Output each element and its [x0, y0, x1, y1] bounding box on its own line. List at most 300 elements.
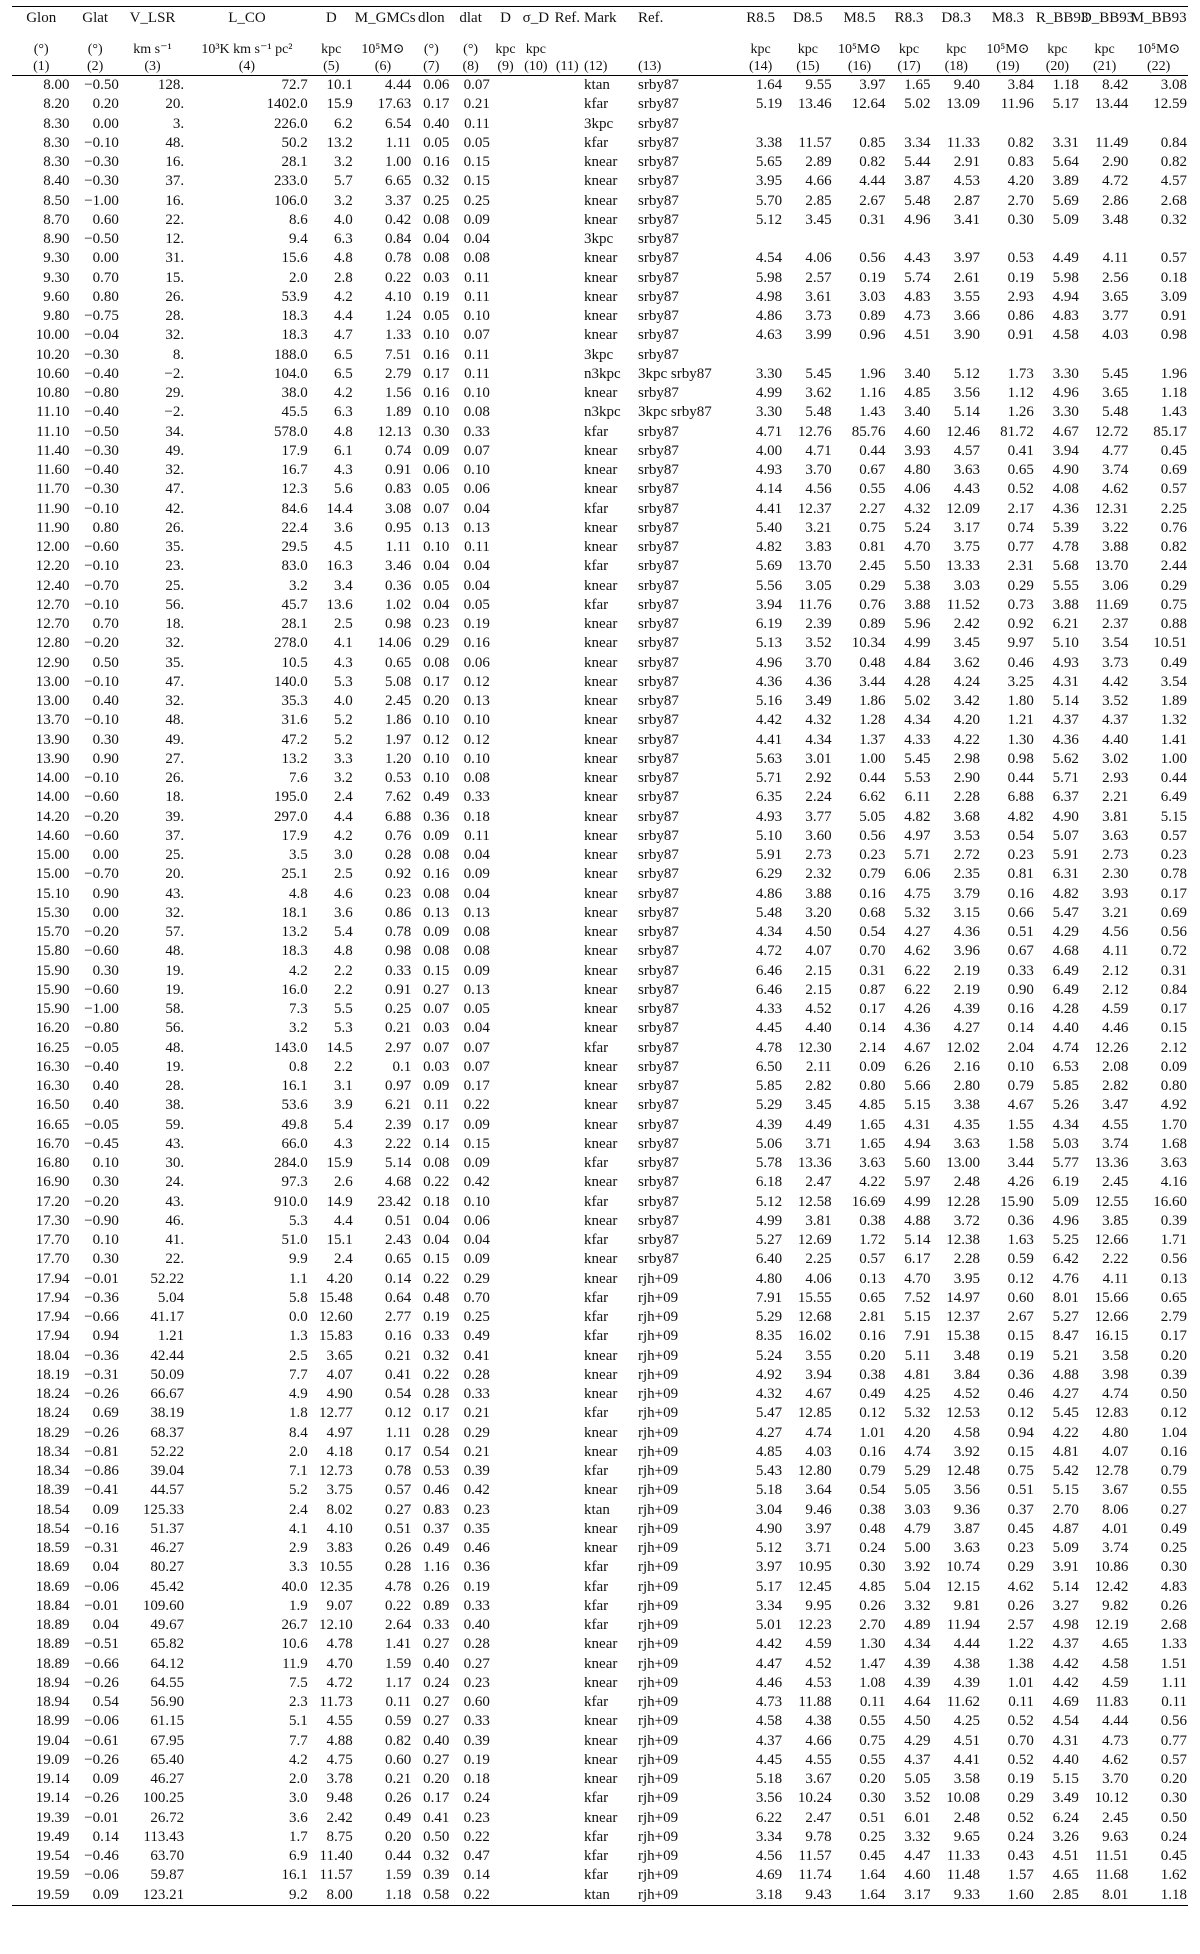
table-cell: 0.05	[423, 134, 450, 151]
table-cell: 0.04	[463, 1020, 490, 1037]
table-cell: 18.	[165, 616, 185, 632]
table-cell: 11.73	[319, 1694, 353, 1710]
table-cell: 4.99	[904, 635, 931, 652]
table-cell	[520, 962, 551, 981]
table-row	[12, 1231, 1188, 1250]
table-cell: 3.37	[384, 192, 412, 209]
table-cell: 3.03	[953, 577, 980, 594]
table-cell: 4.57	[953, 442, 980, 459]
table-cell: 2.0	[289, 1443, 308, 1460]
table-cell	[552, 1443, 583, 1462]
table-cell: srby87	[637, 673, 679, 690]
table-cell: −2.	[164, 365, 185, 382]
table-cell: 8.47	[1052, 1328, 1079, 1345]
table-row	[12, 384, 1188, 403]
table-cell: 0.44	[859, 770, 886, 786]
table-cell: 0.75	[1160, 596, 1187, 613]
table-cell: 11.49	[1095, 134, 1129, 151]
table-cell: 1.37	[859, 731, 886, 748]
table-cell: 3.62	[953, 654, 980, 671]
table-cell: 1.9	[289, 1597, 308, 1614]
table-cell: 0.17	[384, 1443, 412, 1460]
table-cell: 3.38	[953, 1097, 980, 1114]
table-cell: 8.	[172, 346, 185, 363]
table-cell: srby87	[637, 1193, 679, 1210]
table-cell: 6.22	[904, 981, 931, 998]
table-cell: 12.90	[35, 654, 70, 671]
table-cell: 64.55	[150, 1674, 185, 1691]
table-cell: 19.14	[35, 1771, 70, 1787]
table-cell	[491, 904, 520, 923]
table-cell: −0.10	[84, 712, 119, 729]
table-cell: 6.42	[1052, 1251, 1079, 1268]
table-cell	[491, 115, 520, 134]
table-cell: 0.75	[859, 519, 886, 536]
table-cell: 0.41	[423, 1809, 450, 1826]
table-cell: 4.74	[1102, 1386, 1129, 1402]
table-cell: 2.43	[384, 1232, 412, 1248]
table-cell: 0.26	[1160, 1597, 1187, 1614]
table-cell: srby87	[637, 539, 679, 555]
table-cell: 4.2	[289, 962, 308, 979]
table-cell: 48.	[165, 134, 185, 151]
table-cell: 5.14	[904, 1232, 931, 1248]
table-cell: 2.45	[1102, 1809, 1129, 1826]
table-row	[12, 461, 1188, 480]
table-cell: 6.31	[1052, 866, 1079, 883]
table-cell: 4.07	[1102, 1443, 1129, 1460]
table-cell: 4.56	[805, 481, 832, 498]
table-cell: 4.72	[1102, 173, 1129, 190]
table-cell	[491, 172, 520, 191]
table-cell	[552, 711, 583, 730]
table-cell: 0.20	[423, 1771, 450, 1787]
table-cell: 6.1	[333, 442, 353, 459]
table-cell: 12.15	[946, 1578, 980, 1595]
table-cell: 0.94	[1007, 1424, 1034, 1441]
table-cell: 0.38	[859, 1501, 886, 1518]
table-cell	[552, 1154, 583, 1173]
table-cell: 3.98	[1102, 1366, 1129, 1383]
table-cell: 13.70	[1094, 558, 1129, 575]
table-cell: 4.33	[904, 731, 931, 748]
table-cell: 4.96	[904, 211, 931, 228]
table-cell: 0.60	[1007, 1289, 1034, 1306]
table-cell: 3.30	[755, 365, 783, 382]
table-cell: 48.	[165, 712, 185, 729]
table-cell: srby87	[637, 192, 679, 209]
table-cell: 0.89	[859, 308, 886, 324]
table-cell	[552, 442, 583, 461]
table-cell: rjh+09	[637, 1482, 679, 1499]
table-cell: 5.14	[1052, 1578, 1079, 1595]
table-cell: 14.00	[35, 789, 70, 806]
table-cell: 3.17	[887, 1886, 932, 1906]
table-cell: knear	[584, 173, 618, 190]
table-cell: 5.24	[904, 519, 931, 536]
table-cell	[552, 1135, 583, 1154]
table-cell: 2.22	[1102, 1251, 1129, 1268]
table-cell: 0.23	[423, 616, 450, 632]
table-cell: 0.19	[463, 1578, 490, 1595]
table-cell: 0.14	[859, 1020, 886, 1037]
table-cell: 6.5	[333, 346, 353, 363]
table-cell: 13.70	[797, 558, 832, 575]
table-cell	[520, 115, 551, 134]
table-cell: 0.20	[92, 96, 119, 113]
table-cell: 0.17	[859, 1001, 886, 1017]
table-cell: 6.01	[904, 1809, 931, 1826]
table-cell: 0.08	[423, 250, 450, 267]
table-cell: 0.13	[463, 904, 490, 921]
table-cell: knear	[584, 750, 618, 767]
table-cell: knear	[584, 327, 618, 344]
header-names-13: Ref.	[637, 10, 664, 26]
table-row	[12, 249, 1188, 268]
header-units-1: (°)	[33, 42, 49, 57]
table-cell: 4.35	[953, 1116, 980, 1133]
table-cell: knear	[584, 635, 618, 652]
table-cell: 0.09	[423, 1078, 450, 1094]
table-cell: 17.94	[35, 1328, 70, 1345]
table-cell: 2.4	[333, 789, 353, 806]
table-cell: 3.45	[953, 635, 980, 652]
header-units-13	[637, 41, 738, 58]
table-cell: 0.07	[423, 500, 450, 517]
table-cell: 0.22	[423, 1366, 450, 1383]
table-cell: 65.82	[150, 1636, 185, 1653]
table-cell: 5.12	[953, 365, 980, 382]
table-cell: 18.54	[35, 1501, 70, 1518]
table-row	[12, 1828, 1188, 1847]
table-cell: −0.26	[84, 1424, 119, 1441]
table-cell: 0.00	[92, 115, 119, 132]
table-cell: 32.	[165, 904, 185, 921]
table-cell: 0.03	[423, 269, 450, 286]
table-row	[12, 115, 1188, 134]
table-cell	[520, 885, 551, 904]
table-cell	[552, 1347, 583, 1366]
table-cell: 3.04	[755, 1501, 783, 1518]
table-cell: 0.51	[1007, 1482, 1034, 1499]
header-numbers-13: (13)	[637, 59, 662, 74]
table-cell: kfar	[584, 1405, 609, 1422]
table-cell: 47.	[165, 481, 185, 498]
table-cell: 2.16	[953, 1058, 980, 1075]
table-cell: 3.52	[904, 1790, 931, 1807]
table-cell: 0.14	[384, 1270, 412, 1287]
table-cell: 1.16	[423, 1559, 450, 1576]
table-cell	[552, 634, 583, 653]
table-cell: 4.62	[1102, 481, 1129, 498]
table-cell: 3.88	[1052, 596, 1079, 613]
table-cell	[520, 1578, 551, 1597]
table-cell: 6.49	[1052, 981, 1079, 998]
table-cell: 2.45	[384, 693, 412, 709]
table-cell: 13.00	[35, 673, 70, 690]
table-cell: 0.15	[463, 1135, 490, 1152]
table-cell: knear	[584, 462, 618, 478]
table-cell: rjh+09	[637, 1328, 679, 1345]
table-cell: 13.90	[35, 731, 70, 748]
table-cell: 1.3	[289, 1328, 308, 1345]
table-cell	[783, 346, 832, 365]
table-cell: 3.99	[805, 327, 832, 344]
table-cell: 5.77	[1052, 1155, 1079, 1171]
table-cell: kfar	[584, 1867, 609, 1884]
table-cell	[520, 1732, 551, 1751]
table-cell: 11.40	[36, 442, 70, 459]
table-cell: 12.30	[797, 1039, 832, 1056]
header-names-21: D_BB93	[1080, 10, 1135, 26]
table-cell	[491, 1539, 520, 1558]
table-cell: 6.19	[1052, 1174, 1079, 1191]
table-cell: 0.32	[423, 1347, 450, 1364]
table-cell: 0.44	[384, 1848, 412, 1864]
header-numbers-3: (3)	[144, 59, 161, 74]
table-cell: 4.42	[1052, 1655, 1079, 1672]
table-cell: 48.	[165, 1039, 185, 1056]
table-cell	[491, 788, 520, 807]
table-row	[12, 1712, 1188, 1731]
table-cell: 17.70	[35, 1232, 70, 1248]
table-cell: 3.09	[1160, 288, 1187, 305]
table-cell: 3.17	[953, 519, 980, 536]
table-cell	[520, 480, 551, 499]
table-cell	[520, 192, 551, 211]
table-cell	[520, 461, 551, 480]
table-cell: 5.5	[333, 1001, 353, 1017]
table-cell	[552, 538, 583, 557]
table-cell: 0.50	[1160, 1809, 1187, 1826]
table-cell: 4.90	[1052, 462, 1079, 478]
table-cell: 5.18	[755, 1771, 783, 1787]
table-cell: 0.24	[1160, 1828, 1187, 1845]
table-cell	[520, 1770, 551, 1789]
table-cell: 6.88	[384, 808, 412, 825]
table-cell: 3.53	[953, 827, 980, 844]
table-cell	[552, 557, 583, 576]
table-cell: 5.05	[904, 1771, 931, 1787]
table-cell: 19.49	[35, 1828, 70, 1845]
table-cell: 5.02	[904, 96, 931, 113]
table-cell: 7.3	[289, 1001, 308, 1017]
table-cell	[520, 654, 551, 673]
table-cell: 56.90	[150, 1694, 185, 1710]
table-cell: 15.1	[326, 1232, 353, 1248]
table-cell	[932, 230, 981, 249]
table-cell: 4.53	[953, 173, 980, 190]
table-cell: 4.20	[1007, 173, 1034, 190]
table-cell: 12.28	[946, 1193, 980, 1210]
table-row	[12, 1732, 1188, 1751]
table-cell	[520, 1847, 551, 1866]
table-cell	[552, 211, 583, 230]
table-cell: 5.53	[904, 770, 931, 786]
table-cell: 0.12	[1007, 1270, 1034, 1287]
table-cell: 0.98	[1007, 750, 1034, 767]
table-cell: 0.09	[463, 1116, 490, 1133]
table-cell: 4.49	[1052, 250, 1079, 267]
table-cell: 5.05	[904, 1482, 931, 1499]
table-cell	[552, 1212, 583, 1231]
table-cell: 3.77	[1102, 308, 1129, 324]
table-cell	[520, 1347, 551, 1366]
table-cell	[491, 981, 520, 1000]
table-row	[12, 269, 1188, 288]
table-cell: 0.14	[463, 1867, 490, 1884]
table-cell: rjh+09	[637, 1424, 679, 1441]
table-cell: 5.56	[755, 577, 783, 594]
table-cell: 31.	[165, 250, 185, 267]
table-cell: 2.0	[289, 1771, 308, 1787]
table-cell: 5.42	[1052, 1463, 1079, 1479]
table-cell: srby87	[637, 558, 679, 575]
table-cell: 4.68	[1052, 943, 1079, 960]
table-cell: 0.40	[423, 1655, 450, 1672]
table-cell: 3.2	[289, 1020, 308, 1037]
table-cell: 4.67	[1052, 423, 1079, 440]
table-cell: 38.0	[281, 385, 308, 401]
table-cell: 18.24	[35, 1405, 70, 1422]
table-cell: 3.97	[953, 250, 980, 267]
table-cell: 3.15	[953, 904, 980, 921]
table-cell: 0.26	[859, 1597, 886, 1614]
table-cell: 32.	[165, 635, 185, 652]
table-cell: 4.14	[755, 481, 783, 498]
table-cell: 2.79	[1160, 1309, 1187, 1325]
table-cell	[520, 1019, 551, 1038]
table-cell: knear	[584, 1078, 618, 1094]
table-cell: 2.42	[953, 616, 980, 632]
table-cell: 0.16	[423, 385, 450, 401]
table-cell: 0.13	[463, 981, 490, 998]
table-cell	[520, 1539, 551, 1558]
table-cell: 4.73	[904, 308, 931, 324]
table-cell: −0.10	[84, 596, 119, 613]
table-cell: 1.21	[157, 1328, 185, 1345]
table-cell: 16.	[165, 154, 185, 170]
table-row	[12, 1000, 1188, 1019]
table-cell: 4.52	[953, 1386, 980, 1402]
table-cell: 0.85	[859, 134, 886, 151]
table-cell: 10.51	[1153, 635, 1187, 652]
table-cell: 6.21	[384, 1097, 412, 1114]
table-cell: 0.06	[463, 481, 490, 498]
table-cell: −0.61	[84, 1732, 119, 1749]
table-cell: 3.61	[805, 288, 832, 305]
header-names-12: Mark	[584, 10, 617, 26]
table-cell: 12.	[165, 231, 185, 247]
table-row	[12, 1597, 1188, 1616]
table-cell: 4.51	[953, 1732, 980, 1749]
table-row	[12, 654, 1188, 673]
table-cell	[552, 384, 583, 403]
table-cell: 26.7	[281, 1617, 308, 1633]
table-cell: 5.11	[904, 1347, 931, 1364]
table-cell: 0.04	[423, 231, 450, 247]
table-cell: 0.76	[1160, 519, 1187, 536]
table-row	[12, 1539, 1188, 1558]
table-cell: 0.57	[1160, 827, 1187, 844]
table-cell: 48.	[165, 943, 185, 960]
table-cell: 4.40	[1052, 1020, 1079, 1037]
table-cell: 6.46	[755, 981, 783, 998]
table-cell: 3.75	[326, 1482, 353, 1499]
table-cell: 13.2	[281, 924, 308, 940]
table-cell: knear	[584, 1674, 618, 1691]
table-cell: 18.	[165, 789, 185, 806]
table-cell: 4.62	[1102, 1751, 1129, 1768]
table-cell	[520, 596, 551, 615]
table-cell: kfar	[584, 1039, 609, 1056]
header-units-5: kpc	[321, 42, 342, 57]
table-cell: 5.62	[1052, 750, 1079, 767]
table-cell: 0.50	[92, 654, 119, 671]
table-cell: 3.05	[805, 577, 832, 594]
table-cell: knear	[584, 1809, 618, 1826]
table-cell	[552, 1000, 583, 1019]
table-cell: 1.68	[1160, 1135, 1187, 1152]
table-cell: srby87	[637, 731, 679, 748]
table-cell: 2.48	[953, 1809, 980, 1826]
table-cell	[520, 750, 551, 769]
table-row	[12, 615, 1188, 634]
table-cell: 3.02	[1102, 750, 1129, 767]
table-cell	[981, 115, 1035, 134]
table-cell: 6.3	[333, 404, 353, 421]
table-cell: 0.07	[423, 1039, 450, 1056]
table-row	[12, 442, 1188, 461]
table-row	[12, 577, 1188, 596]
table-cell: 16.69	[851, 1193, 886, 1210]
table-cell: 2.87	[953, 192, 980, 209]
table-cell: 0.25	[384, 1001, 412, 1017]
table-cell	[552, 865, 583, 884]
table-cell: 2.42	[326, 1809, 353, 1826]
table-cell: 6.24	[1052, 1809, 1079, 1826]
table-cell: 0.30	[1160, 1559, 1187, 1576]
table-cell: 5.65	[755, 154, 783, 170]
table-cell: −0.40	[84, 365, 119, 382]
table-cell: 0.76	[859, 596, 886, 613]
table-cell: 12.55	[1094, 1193, 1129, 1210]
table-cell: 9.4	[289, 231, 308, 247]
table-cell: 9.63	[1102, 1828, 1129, 1845]
table-cell: 1.11	[1161, 1674, 1187, 1691]
table-cell: 3.88	[904, 596, 931, 613]
table-cell: 15.00	[35, 866, 70, 883]
table-cell: 6.49	[1160, 789, 1187, 806]
table-cell: 0.70	[1007, 1732, 1034, 1749]
table-cell: 2.67	[1007, 1309, 1034, 1325]
table-row	[12, 1039, 1188, 1058]
table-cell: 0.05	[423, 481, 450, 498]
table-cell	[491, 557, 520, 576]
table-cell	[491, 1173, 520, 1192]
table-cell: 4.90	[326, 1386, 353, 1402]
table-cell: 0.22	[423, 1270, 450, 1287]
table-cell: srby87	[637, 77, 679, 93]
table-cell: 5.4	[333, 924, 353, 940]
table-cell: 0.09	[463, 1251, 490, 1268]
table-cell: rjh+09	[637, 1886, 738, 1906]
table-cell: 0.37	[423, 1520, 450, 1537]
header-numbers-2: (2)	[87, 59, 104, 74]
table-cell: 0.40	[92, 693, 119, 709]
table-cell	[520, 1154, 551, 1173]
table-cell	[520, 1193, 551, 1212]
